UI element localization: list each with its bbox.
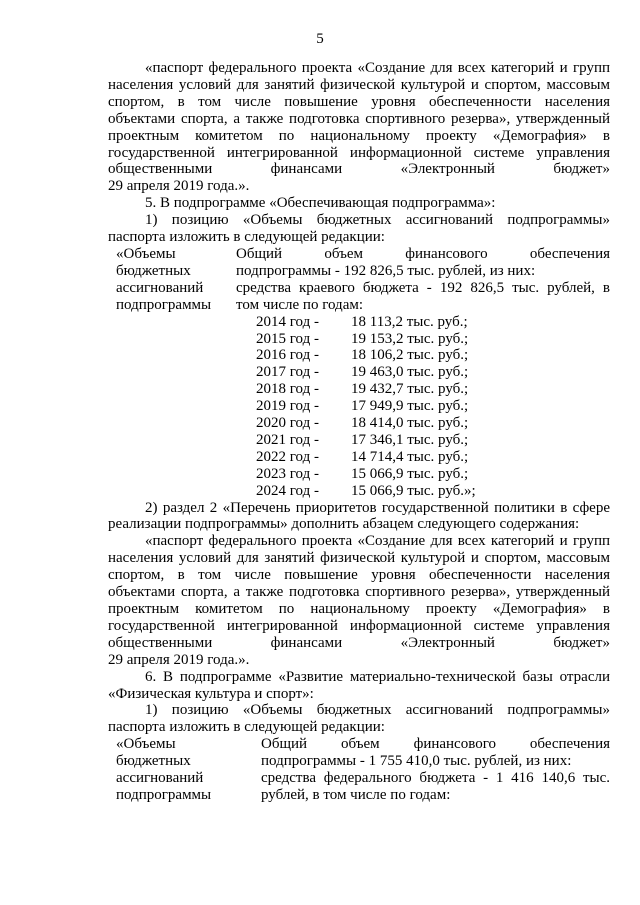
year-value: 19 463,0 тыс. руб.; [351, 364, 469, 381]
year-row [256, 432, 610, 449]
text-line: спортом, в том числе повышение уровня обеспеченности населения [108, 93, 610, 110]
text-line: общественными финансами «Электронный бюджет» [108, 634, 610, 651]
passport-block-1 [108, 246, 610, 314]
year-row [256, 483, 610, 500]
text-line: паспорта изложить в следующей редакции: [108, 229, 385, 246]
year-value: 14 714,4 тыс. руб.; [351, 448, 469, 465]
label-line: «Объемы [116, 736, 176, 753]
passport-block-2 [108, 736, 610, 804]
text-line: 1) позицию «Объемы бюджетных ассигнований подпрограммы» [145, 702, 610, 719]
item-5-heading: 5. В подпрограмме «Обеспечивающая подпрограмма»: [145, 195, 496, 212]
year-row [256, 364, 610, 381]
year-value: 15 066,9 тыс. руб.»; [351, 482, 476, 499]
year-value: 15 066,9 тыс. руб.; [351, 465, 469, 482]
text-line: паспорта изложить в следующей редакции: [108, 719, 385, 736]
label-line: бюджетных [116, 262, 191, 279]
year-row [256, 381, 610, 398]
year-row [256, 466, 610, 483]
text-line: объектами спорта, а также подготовка спортивного резерва», утвержденный [108, 110, 610, 127]
item-6-heading [108, 669, 610, 703]
text-line: объектами спорта, а также подготовка спортивного резерва», утвержденный [108, 584, 610, 601]
content-line: Общий объем финансового обеспечения [236, 245, 610, 262]
item-5-1 [108, 212, 610, 246]
document-body [108, 60, 610, 804]
year-label: 2020 год - [256, 415, 319, 432]
year-value: 19 432,7 тыс. руб.; [351, 381, 469, 398]
year-label: 2015 год - [256, 330, 319, 347]
year-label: 2018 год - [256, 381, 319, 398]
label-line: подпрограммы [116, 786, 212, 803]
year-row [256, 314, 610, 331]
text-line: 6. В подпрограмме «Развитие материально-технической базы отрасли [145, 668, 610, 685]
year-label: 2024 год - [256, 482, 319, 499]
year-label: 2016 год - [256, 347, 319, 364]
year-value: 18 113,2 тыс. руб.; [351, 313, 468, 330]
year-label: 2021 год - [256, 431, 319, 448]
year-label: 2017 год - [256, 364, 319, 381]
text-line: общественными финансами «Электронный бюджет» [108, 161, 610, 178]
year-row [256, 449, 610, 466]
text-line: «паспорт федерального проекта «Создание для всех категорий и групп [145, 60, 610, 76]
label-line: ассигнований [116, 770, 204, 787]
year-value: 17 346,1 тыс. руб.; [351, 431, 469, 448]
year-value: 17 949,9 тыс. руб.; [351, 398, 469, 415]
year-label: 2019 год - [256, 398, 319, 415]
text-line: спортом, в том числе повышение уровня обеспеченности населения [108, 567, 610, 584]
year-label: 2014 год - [256, 313, 319, 330]
text-line: «Физическая культура и спорт»: [108, 685, 314, 702]
passport-label [108, 246, 236, 314]
text-line: «паспорт федерального проекта «Создание для всех категорий и групп [145, 533, 610, 550]
year-label: 2022 год - [256, 448, 319, 465]
year-row [256, 398, 610, 415]
text-line: 29 апреля 2019 года.». [108, 178, 250, 195]
text-line: 2) раздел 2 «Перечень приоритетов государственной политики в сфере [145, 499, 610, 516]
page-number: 5 [316, 31, 324, 47]
item-5-2 [108, 500, 610, 534]
passport-label [108, 736, 261, 804]
content-line: рублей, в том числе по годам: [261, 786, 451, 803]
label-line: «Объемы [116, 245, 176, 262]
paragraph-federal-project-1 [108, 60, 610, 195]
content-line: подпрограммы - 192 826,5 тыс. рублей, из них: [236, 262, 536, 279]
label-line: подпрограммы [116, 296, 212, 313]
text-line: государственной интегрированной информационной системе управления [108, 617, 610, 634]
year-value: 18 106,2 тыс. руб.; [351, 347, 469, 364]
content-line: средства федерального бюджета - 1 416 140,6 тыс. [261, 770, 610, 787]
text-line: проектным комитетом по национальному проекту «Демография» в [108, 601, 610, 617]
content-line: том числе по годам: [236, 296, 364, 313]
text-line: 1) позицию «Объемы бюджетных ассигнований подпрограммы» [145, 212, 610, 229]
content-line: подпрограммы - 1 755 410,0 тыс. рублей, из них: [261, 753, 572, 770]
label-line: ассигнований [116, 279, 204, 296]
text-line: 29 апреля 2019 года.». [108, 651, 250, 668]
year-row [256, 347, 610, 364]
passport-content [236, 246, 610, 314]
text-line: государственной интегрированной информационной системе управления [108, 144, 610, 161]
paragraph-federal-project-2 [108, 533, 610, 668]
year-row [256, 415, 610, 432]
years-list [256, 314, 610, 500]
content-line: Общий объем финансового обеспечения [261, 736, 610, 753]
year-value: 19 153,2 тыс. руб.; [351, 330, 469, 347]
year-row [256, 331, 610, 348]
label-line: бюджетных [116, 753, 191, 770]
year-label: 2023 год - [256, 465, 319, 482]
text-line: населения условий для занятий физической культурой и спортом, массовым [108, 550, 610, 567]
year-value: 18 414,0 тыс. руб.; [351, 415, 469, 432]
item-6-1 [108, 702, 610, 736]
content-line: средства краевого бюджета - 192 826,5 тыс. рублей, в [236, 279, 610, 296]
text-line: проектным комитетом по национальному проекту «Демография» в [108, 127, 610, 144]
text-line: реализации подпрограммы» дополнить абзацем следующего содержания: [108, 516, 580, 533]
passport-content [261, 736, 610, 804]
text-line: населения условий для занятий физической культурой и спортом, массовым [108, 76, 610, 93]
